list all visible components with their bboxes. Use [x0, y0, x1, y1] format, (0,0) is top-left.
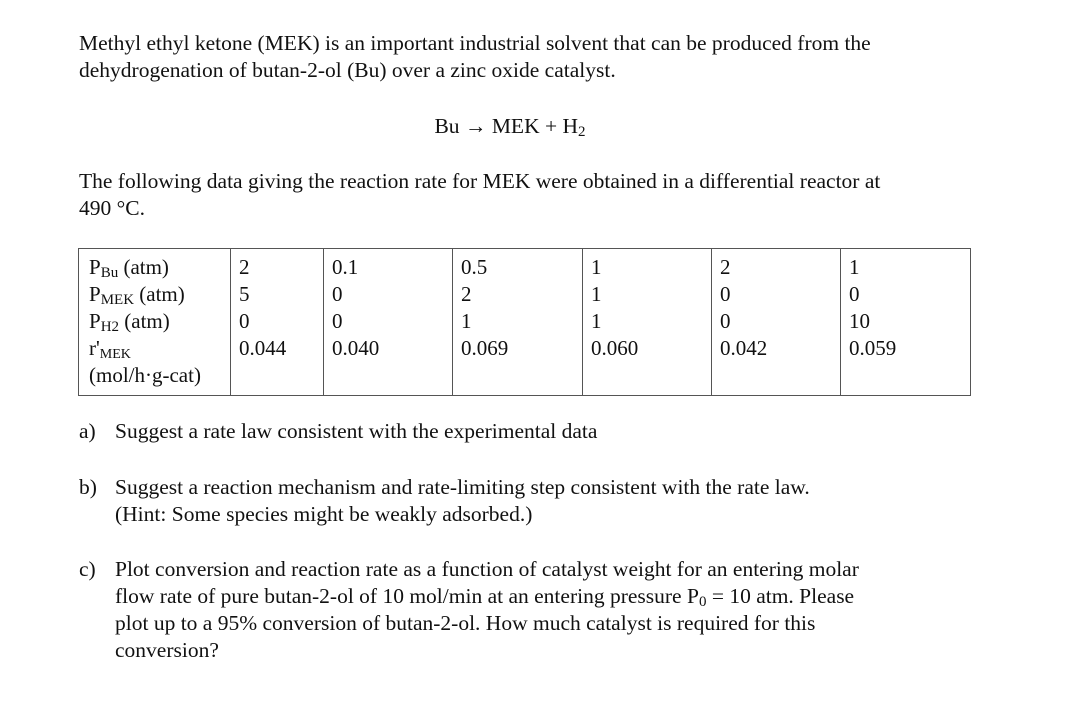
cell-value: 0 [332, 309, 343, 333]
equation-arrow: → [464, 114, 487, 138]
cell-value: 2 [239, 255, 250, 279]
equation-product-2: $H_2$ [562, 114, 586, 140]
question-a-line-1: Suggest a rate law consistent with the experimental data [115, 419, 598, 443]
equation-reactant: Bu [434, 114, 460, 138]
question-a-letter: a) [79, 419, 96, 443]
question-c [79, 556, 1019, 664]
cell-value: 0.069 [461, 336, 509, 360]
table-data-cell [712, 249, 841, 396]
question-c-line-1: Plot conversion and reaction rate as a function of catalyst weight for an entering molar [115, 557, 859, 581]
cell-value: 1 [849, 255, 860, 279]
question-b [79, 474, 1019, 528]
label-p-mek: $P_{MEK}$ (atm) [89, 282, 185, 308]
pressure-subscript: 0 [698, 594, 707, 610]
table-data-cell [231, 249, 324, 396]
cell-value: 1 [591, 309, 602, 333]
equation-product-1: MEK [491, 114, 540, 138]
cell-value: 2 [461, 282, 472, 306]
table-data-cell [583, 249, 712, 396]
cell-value: 0.042 [720, 336, 768, 360]
question-c-line-3: plot up to a 95% conversion of butan-2-ol. How much catalyst is required for this [115, 611, 816, 635]
cell-value: 0 [849, 282, 860, 306]
intro-line-1: Methyl ethyl ketone (MEK) is an important industrial solvent that can be produced from the [79, 31, 871, 55]
intro-line-2: dehydrogenation of butan-2-ol (Bu) over a zinc oxide catalyst. [79, 58, 616, 82]
cell-value: 0.059 [849, 336, 897, 360]
cell-value: 5 [239, 282, 250, 306]
question-a [79, 418, 1019, 445]
cell-value: 0 [720, 309, 731, 333]
table-data-cell [324, 249, 453, 396]
cell-value: 1 [461, 309, 472, 333]
table-data-cell [453, 249, 583, 396]
cell-value: 0.060 [591, 336, 639, 360]
cell-value: 10 [849, 309, 870, 333]
cell-value: 0.5 [461, 255, 488, 279]
cell-value: 2 [720, 255, 731, 279]
data-intro-paragraph [79, 168, 1039, 222]
cell-value: 0.040 [332, 336, 380, 360]
reaction-equation [0, 113, 1020, 140]
question-c-line-2: flow rate of pure butan-2-ol of 10 mol/min at an entering pressure $P_0 = 10$ atm. Please [115, 584, 855, 610]
data-intro-line-2: 490 °C. [79, 196, 145, 220]
equation-product-2-subscript: 2 [578, 124, 586, 140]
question-b-line-2: (Hint: Some species might be weakly adsorbed.) [115, 502, 533, 526]
question-c-line-4: conversion? [115, 638, 219, 662]
data-intro-line-1: The following data giving the reaction rate for MEK were obtained in a differential reactor at [79, 169, 881, 193]
table-row [79, 249, 971, 396]
question-c-letter: c) [79, 557, 96, 581]
cell-value: 1 [591, 282, 602, 306]
label-p-bu: $P_{Bu}$ (atm) [89, 255, 169, 281]
cell-value: 0 [239, 309, 250, 333]
question-b-line-1: Suggest a reaction mechanism and rate-limiting step consistent with the rate law. [115, 475, 810, 499]
equation-plus: + [544, 114, 558, 138]
cell-value: 0 [332, 282, 343, 306]
question-b-letter: b) [79, 475, 97, 499]
cell-value: 1 [591, 255, 602, 279]
label-r-mek: $r'_{MEK}$ [89, 336, 131, 362]
table-data-cell [841, 249, 971, 396]
cell-value: 0.044 [239, 336, 287, 360]
intro-paragraph [79, 30, 1039, 84]
label-rate-units: (mol/h·g-cat) [89, 363, 201, 387]
label-p-h2: $P_{H2}$ (atm) [89, 309, 170, 335]
table-label-cell [79, 249, 231, 396]
cell-value: 0 [720, 282, 731, 306]
rate-data-table [78, 248, 971, 396]
cell-value: 0.1 [332, 255, 359, 279]
